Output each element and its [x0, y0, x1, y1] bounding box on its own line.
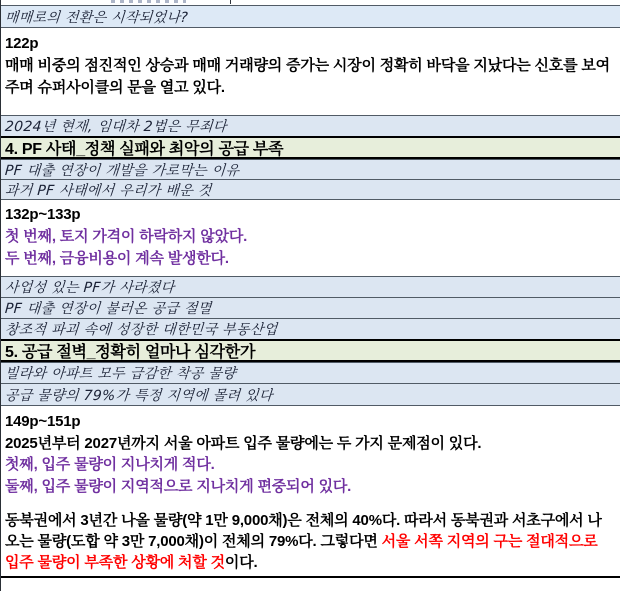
topic-row-past-pf-lesson [1, 179, 620, 200]
note-paragraph [5, 510, 614, 573]
note-point-1: 첫 번째, 토지 가격이 하락하지 않았다. [5, 228, 248, 245]
topic-label: 창조적 파괴 속에 성장한 대한민국 부동산업 [4, 322, 279, 338]
topic-label: 공급 물량의 79%가 특정 지역에 몰려 있다 [4, 387, 274, 404]
note-text: 매매 비중의 점진적인 상승과 매매 거래량의 증가는 시장이 정확히 바닥을 지났다는 신호를 보여주며 슈퍼사이클의 문을 열고 있다. [5, 57, 610, 96]
topic-row-market-turn [1, 5, 620, 28]
chapter-row-4 [1, 136, 620, 159]
topic-label: 과거 PF 사태에서 우리가 배운 것 [4, 182, 213, 199]
note-block-132p [1, 200, 620, 276]
note-point-2: 두 번째, 금융비용이 계속 발생한다. [5, 250, 229, 267]
clipped-text-remnant [111, 0, 186, 3]
note-intro: 2025년부터 2027년까지 서울 아파트 입주 물량에는 두 가지 문제점이 있다. [5, 434, 482, 452]
note-point-2: 둘째, 입주 물량이 지역적으로 지나치게 편중되어 있다. [5, 477, 352, 495]
topic-row-viable-pf-gone [1, 276, 620, 298]
page-reference: 132p~133p [5, 206, 81, 223]
topic-row-lease-law [1, 115, 620, 137]
chapter-row-5 [1, 339, 620, 362]
note-block-supply-paragraph [1, 499, 620, 576]
paragraph-highlight: 서울 서쪽 지역의 구는 절대적으로 입주 물량이 부족한 상황에 처할 것 [5, 533, 598, 571]
chapter-title: 5. 공급 절벽_정확히 얼마나 심각한가 [5, 344, 256, 361]
topic-label: PF 대출 연장이 불러온 공급 절멸 [4, 301, 213, 317]
topic-row-79-percent-region [1, 383, 620, 406]
column-divider-remnant [230, 0, 231, 4]
page-reference: 122p [5, 35, 39, 52]
paragraph-text: 동북권에서 3년간 나올 물량(약 1만 9,000채)은 전체의 40%다. 따라서 동북권과 서초구에서 나오는 물량(도합 약 3만 7,000채)이 전체의 79%다. 그렇다면 [5, 512, 602, 550]
topic-row-supply-extinction [1, 297, 620, 319]
note-point-1: 첫째, 입주 물량이 지나치게 적다. [5, 456, 215, 473]
topic-row-creative-destruction [1, 318, 620, 340]
topic-label: 사업성 있는 PF가 사라졌다 [4, 280, 176, 296]
topic-label: 빌라와 아파트 모두 급감한 착공 물량 [4, 366, 237, 382]
chapter-title: 4. PF 사태_정책 실패와 최악의 공급 부족 [5, 141, 284, 158]
clipped-previous-row [1, 0, 620, 5]
topic-row-construction-starts [1, 362, 620, 384]
topic-label: PF 대출 연장이 개발을 가로막는 이유 [4, 162, 240, 179]
paragraph-text-end: 이다. [224, 554, 258, 571]
note-block-122p [1, 28, 620, 115]
page-reference: 149p~151p [5, 413, 81, 430]
topic-row-pf-loan-extension [1, 159, 620, 180]
topic-label: 2024년 현재, 임대차 2법은 무죄다 [4, 119, 228, 135]
note-block-149p [1, 406, 620, 499]
sheet-bottom-border [1, 576, 620, 587]
topic-label: 매매로의 전환은 시작되었나? [4, 9, 189, 26]
